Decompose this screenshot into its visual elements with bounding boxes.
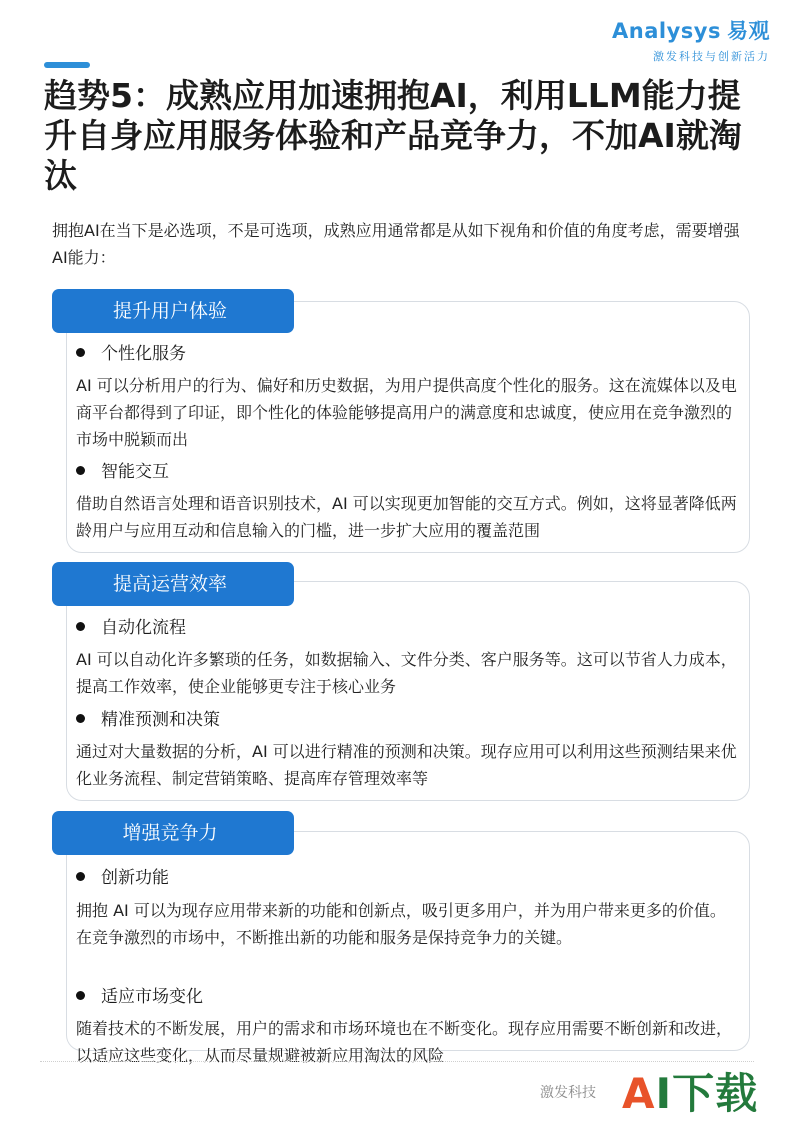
logo-cn: 易观 — [727, 19, 770, 43]
watermark-a: A — [622, 1069, 656, 1118]
bullet-body: 通过对大量数据的分析，AI 可以进行精准的预测和决策。现存应用可以利用这些预测结果来优化业务流程、制定营销策略、提高库存管理效率等 — [76, 742, 737, 788]
section-tag-operational-efficiency: 提高运营效率 — [52, 562, 294, 606]
brand-logo — [610, 18, 770, 64]
bullet-item — [76, 709, 220, 731]
bullet-heading: 适应市场变化 — [101, 987, 203, 1007]
footer-text: 激发科技 — [540, 1085, 596, 1101]
page-title: 趋势5：成熟应用加速拥抱AI，利用LLM能力提升自身应用服务体验和产品竞争力，不加AI就淘汰 — [44, 76, 742, 195]
section-tag-competitiveness: 增强竞争力 — [52, 811, 294, 855]
logo-wordmark — [610, 18, 770, 44]
bullet-dot-icon — [76, 991, 85, 1000]
section-tag-user-experience: 提升用户体验 — [52, 289, 294, 333]
bullet-item — [76, 461, 169, 483]
bullet-heading: 精准预测和决策 — [101, 710, 220, 730]
bullet-item — [76, 986, 203, 1008]
bullet-body: AI 可以自动化许多繁琐的任务，如数据输入、文件分类、客户服务等。这可以节省人力成本，提高工作效率，使企业能够更专注于核心业务 — [76, 650, 737, 696]
bullet-heading: 个性化服务 — [101, 344, 186, 364]
bullet-body: AI 可以分析用户的行为、偏好和历史数据，为用户提供高度个性化的服务。这在流媒体以及电商平台都得到了印证，即个性化的体验能够提高用户的满意度和忠诚度，使应用在竞争激烈的市场中脱颖而出 — [76, 376, 737, 449]
bullet-dot-icon — [76, 872, 85, 881]
bullet-item — [76, 867, 169, 889]
bullet-item — [76, 343, 186, 365]
bullet-dot-icon — [76, 714, 85, 723]
title-accent-bar — [44, 62, 90, 68]
bullet-dot-icon — [76, 348, 85, 357]
footer-divider — [40, 1061, 754, 1062]
watermark-logo — [622, 1068, 758, 1120]
bullet-item — [76, 617, 186, 639]
bullet-body: 拥抱 AI 可以为现存应用带来新的功能和创新点，吸引更多用户，并为用户带来更多的价值。在竞争激烈的市场中，不断推出新的功能和服务是保持竞争力的关键。 — [76, 901, 726, 947]
bullet-body: 借助自然语言处理和语音识别技术，AI 可以实现更加智能的交互方式。例如，这将显著降低两龄用户与应用互动和信息输入的门槛，进一步扩大应用的覆盖范围 — [76, 494, 737, 540]
bullet-heading: 自动化流程 — [101, 618, 186, 638]
bullet-dot-icon — [76, 466, 85, 475]
bullet-heading: 创新功能 — [101, 868, 169, 888]
bullet-heading: 智能交互 — [101, 462, 169, 482]
watermark-rest: I下载 — [655, 1069, 759, 1118]
logo-tagline: 激发科技与创新活力 — [653, 50, 770, 63]
logo-text: Analysys — [612, 19, 721, 43]
bullet-body: 随着技术的不断发展，用户的需求和市场环境也在不断变化。现存应用需要不断创新和改进，以适应这些变化，从而尽量规避被新应用淘汰的风险 — [76, 1019, 733, 1065]
bullet-dot-icon — [76, 622, 85, 631]
intro-paragraph: 拥抱AI在当下是必选项，不是可选项，成熟应用通常都是从如下视角和价值的角度考虑，需要增强AI能力： — [52, 221, 740, 267]
